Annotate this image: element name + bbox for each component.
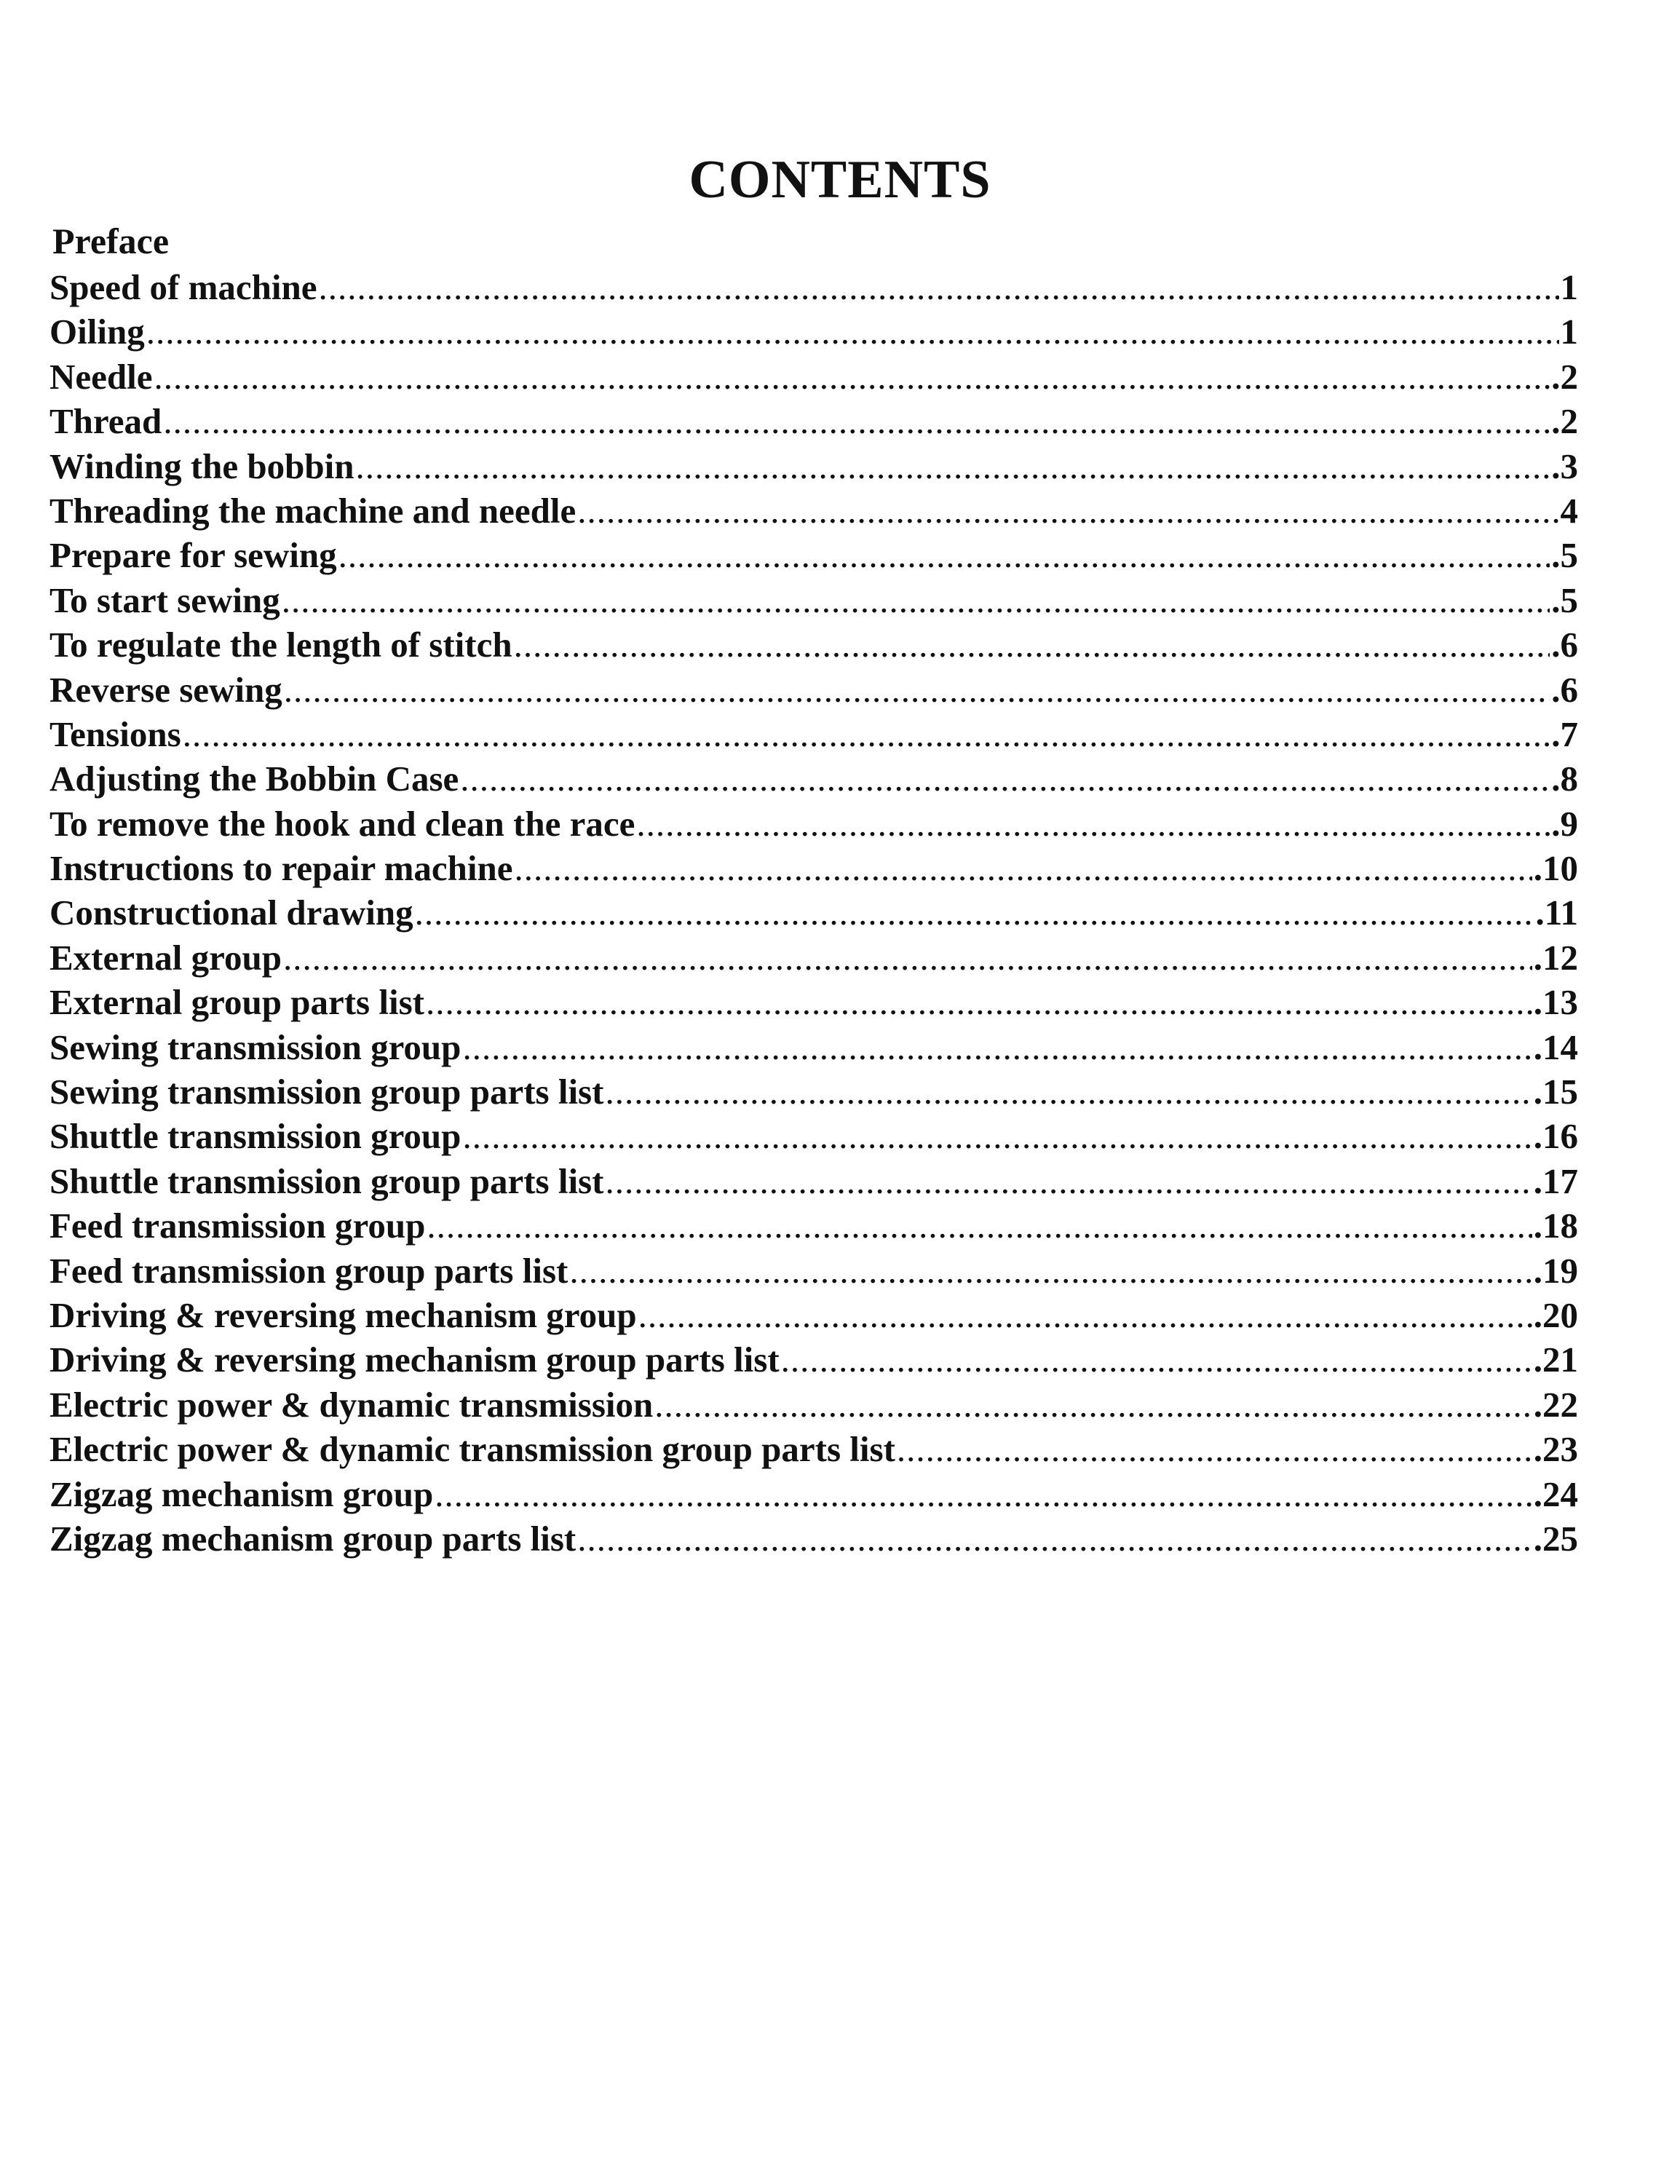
toc-entry-title: To regulate the length of stitch (49, 625, 512, 665)
toc-entry (49, 356, 1578, 400)
toc-entry-page: .2 (1551, 356, 1578, 397)
toc-entry-title: Prepare for sewing (49, 535, 337, 576)
toc-entry-page: .25 (1533, 1518, 1578, 1559)
dot-leader (636, 803, 1550, 844)
toc-entry (49, 669, 1578, 713)
toc-entry-title: Oiling (49, 312, 145, 352)
toc-entry-page: 4 (1560, 490, 1578, 531)
toc-entry-title: External group (49, 937, 282, 978)
dot-leader (577, 1518, 1532, 1559)
toc-entry-title: Zigzag mechanism group (49, 1473, 434, 1514)
toc-entry-title: To remove the hook and clean the race (49, 803, 635, 844)
table-of-contents (0, 266, 1680, 1562)
dot-leader (435, 1473, 1532, 1515)
toc-entry-page: .5 (1551, 579, 1578, 620)
dot-leader (897, 1428, 1532, 1470)
dot-leader (415, 892, 1534, 933)
toc-entry-title: Shuttle transmission group (49, 1116, 461, 1157)
toc-entry (49, 1115, 1578, 1160)
dot-leader (282, 579, 1550, 621)
toc-entry (49, 847, 1578, 892)
toc-entry-page: .9 (1551, 803, 1578, 844)
toc-entry-title: Threading the machine and needle (49, 490, 576, 531)
toc-entry-title: Thread (49, 401, 162, 442)
dot-leader (462, 1115, 1532, 1157)
dot-leader (605, 1071, 1532, 1112)
toc-entry (49, 1384, 1578, 1428)
toc-entry (49, 892, 1578, 936)
dot-leader (515, 847, 1532, 889)
toc-entry-page: .8 (1551, 759, 1578, 799)
dot-leader (356, 446, 1550, 487)
toc-entry-title: Sewing transmission group parts list (49, 1072, 604, 1112)
toc-entry (49, 446, 1578, 490)
toc-entry-title: Shuttle transmission group parts list (49, 1160, 604, 1201)
toc-entry-page: .15 (1533, 1072, 1578, 1112)
dot-leader (605, 1160, 1532, 1202)
toc-entry-page: .16 (1533, 1116, 1578, 1157)
dot-leader (183, 713, 1550, 755)
toc-entry (49, 1205, 1578, 1249)
preface-heading: Preface (52, 221, 170, 261)
toc-entry-title: To start sewing (49, 579, 280, 620)
dot-leader (154, 356, 1550, 397)
toc-entry (49, 1518, 1578, 1562)
toc-entry-page: .3 (1551, 446, 1578, 486)
dot-leader (426, 981, 1532, 1023)
toc-entry-title: Driving & reversing mechanism group parts list (49, 1340, 780, 1380)
toc-entry (49, 937, 1578, 981)
dot-leader (462, 1026, 1532, 1068)
toc-entry-title: Electric power & dynamic transmission group parts list (49, 1429, 895, 1470)
toc-entry-title: Reverse sewing (49, 669, 282, 710)
toc-entry (49, 1339, 1578, 1383)
toc-entry-title: Sewing transmission group (49, 1026, 461, 1067)
toc-entry-page: .22 (1533, 1384, 1578, 1425)
toc-entry-page: .11 (1535, 893, 1578, 933)
toc-entry-page: .21 (1533, 1340, 1578, 1380)
toc-entry (49, 579, 1578, 624)
dot-leader (781, 1339, 1532, 1380)
toc-entry-title: Instructions to repair machine (49, 848, 513, 889)
dot-leader (427, 1205, 1532, 1246)
toc-entry-page: .5 (1551, 535, 1578, 576)
toc-entry-page: .13 (1533, 982, 1578, 1023)
dot-leader (338, 534, 1550, 576)
toc-entry-title: Adjusting the Bobbin Case (49, 759, 459, 799)
dot-leader (283, 937, 1532, 978)
toc-entry (49, 1071, 1578, 1115)
toc-entry-page: .6 (1551, 669, 1578, 710)
toc-entry-title: Electric power & dynamic transmission (49, 1384, 654, 1425)
toc-entry-page: 1 (1560, 267, 1578, 307)
toc-entry (49, 534, 1578, 579)
dot-leader (514, 624, 1550, 665)
toc-entry (49, 311, 1578, 355)
toc-entry-page: .6 (1551, 625, 1578, 665)
toc-entry (49, 266, 1578, 311)
toc-entry (49, 1428, 1578, 1473)
toc-entry (49, 490, 1578, 534)
dot-leader (460, 758, 1550, 799)
toc-entry-page: .12 (1533, 937, 1578, 978)
dot-leader (146, 311, 1559, 352)
toc-entry-page: 1 (1560, 312, 1578, 352)
toc-entry-title: Driving & reversing mechanism group (49, 1294, 637, 1335)
toc-entry-page: .17 (1533, 1160, 1578, 1201)
toc-entry (49, 758, 1578, 802)
toc-entry-page: .19 (1533, 1250, 1578, 1291)
toc-entry (49, 1026, 1578, 1071)
toc-entry (49, 400, 1578, 445)
dot-leader (638, 1294, 1532, 1336)
toc-entry (49, 624, 1578, 668)
toc-entry-title: Needle (49, 356, 153, 397)
toc-entry (49, 1473, 1578, 1518)
toc-entry (49, 1294, 1578, 1339)
dot-leader (654, 1384, 1532, 1425)
toc-entry-title: Constructional drawing (49, 893, 413, 933)
toc-entry (49, 1250, 1578, 1294)
dot-leader (163, 400, 1550, 442)
toc-entry-page: .20 (1533, 1294, 1578, 1335)
toc-entry (49, 1160, 1578, 1205)
toc-entry (49, 713, 1578, 758)
toc-entry-page: .2 (1551, 401, 1578, 442)
toc-entry-title: Feed transmission group parts list (49, 1250, 568, 1291)
toc-entry-page: .7 (1551, 713, 1578, 754)
dot-leader (319, 266, 1559, 308)
page-title: CONTENTS (689, 150, 991, 210)
toc-entry-title: Feed transmission group (49, 1206, 426, 1246)
toc-entry-page: .24 (1533, 1473, 1578, 1514)
toc-entry (49, 981, 1578, 1026)
toc-entry-title: Speed of machine (49, 267, 317, 307)
dot-leader (284, 669, 1550, 711)
dot-leader (577, 490, 1558, 531)
toc-entry-page: .18 (1533, 1206, 1578, 1246)
toc-entry-page: .10 (1533, 848, 1578, 889)
toc-entry-title: Zigzag mechanism group parts list (49, 1518, 576, 1559)
toc-entry-page: .14 (1533, 1026, 1578, 1067)
dot-leader (569, 1250, 1532, 1291)
toc-entry-title: Winding the bobbin (49, 446, 354, 486)
toc-entry (49, 803, 1578, 847)
toc-entry-title: Tensions (49, 713, 181, 754)
toc-entry-title: External group parts list (49, 982, 424, 1023)
toc-entry-page: .23 (1533, 1429, 1578, 1470)
